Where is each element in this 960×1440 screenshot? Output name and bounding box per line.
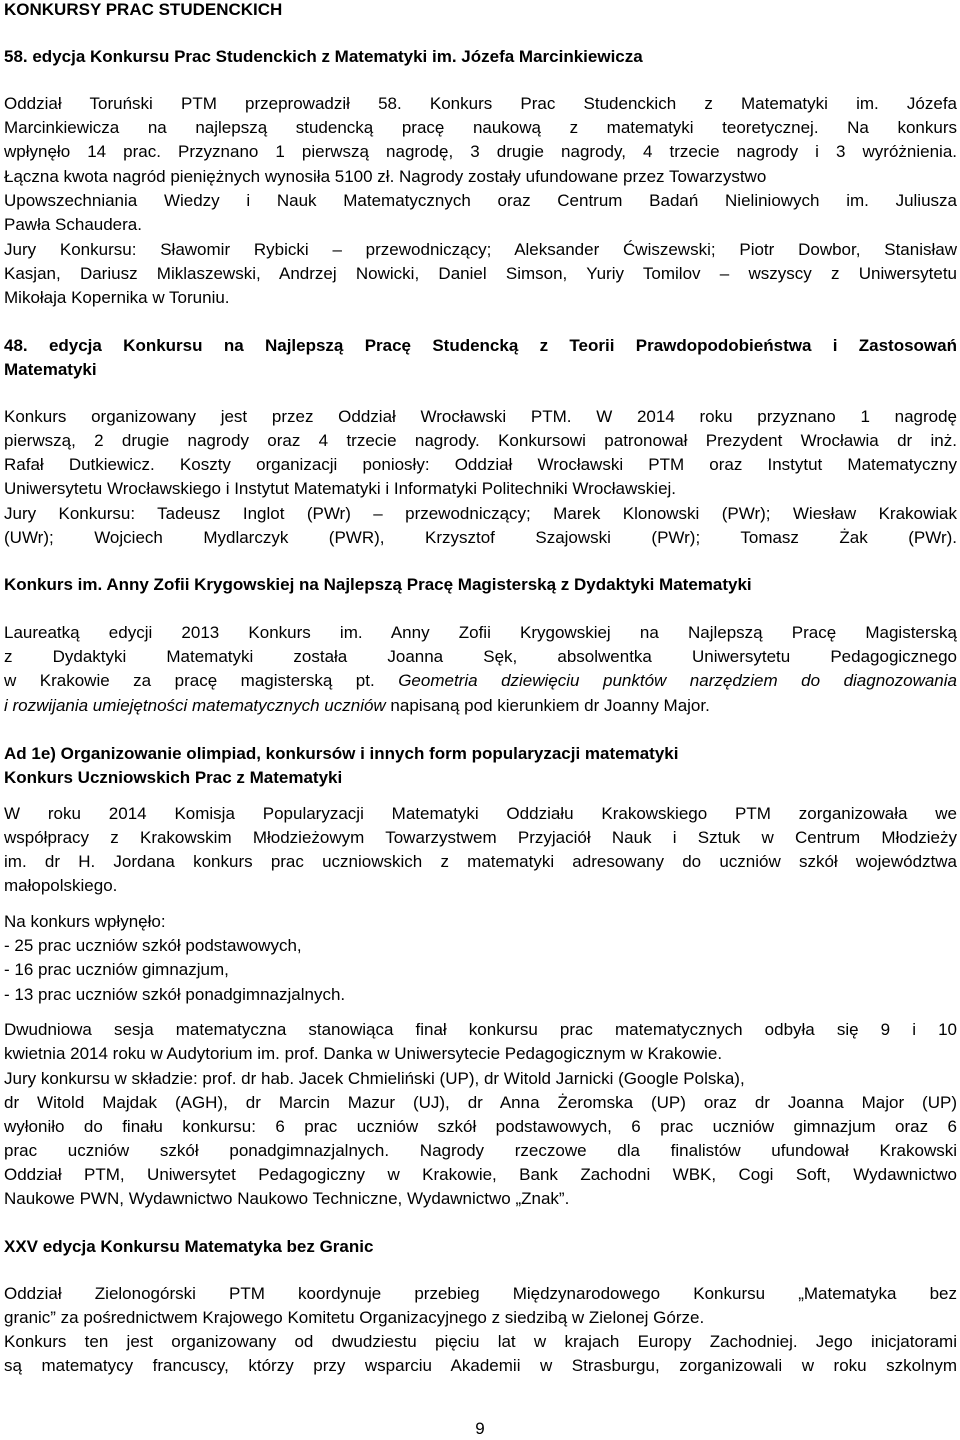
section4-line: współpracy z Krakowskim Młodzieżowym Towarzystwem Przyjaciół Nauk i Sztuk w Centrum Młodzieży <box>4 828 957 847</box>
section2-line: Rafał Dutkiewicz. Koszty organizacji poniosły: Oddział Wrocławski PTM oraz Instytut Matematyczny <box>4 455 957 474</box>
section1-line: Upowszechniania Wiedzy i Nauk Matematycznych oraz Centrum Badań Nieliniowych im. Juliusza <box>4 191 957 210</box>
section3-line <box>4 669 957 693</box>
section1-line: Oddział Toruński PTM przeprowadził 58. Konkurs Prac Studenckich z Matematyki im. Józefa <box>4 94 957 113</box>
section2-heading-cont: Matematyki <box>4 360 97 379</box>
section2-heading: 48. edycja Konkursu na Najlepszą Pracę Studencką z Teorii Prawdopodobieństwa i Zastosowań <box>4 336 957 355</box>
section5-line: Konkurs ten jest organizowany od dwudziestu pięciu lat w krajach Europy Zachodniej. Jego inicjatorami <box>4 1332 957 1351</box>
section1-line: Kasjan, Dariusz Miklaszewski, Andrzej Nowicki, Daniel Simson, Yuriy Tomilov – wszyscy z Uniwersytetu <box>4 264 957 283</box>
section1-line: Pawła Schaudera. <box>4 215 142 234</box>
section4-line: Dwudniowa sesja matematyczna stanowiąca finał konkursu prac matematycznych odbyła się 9 i 10 <box>4 1020 957 1039</box>
list-item: - 16 prac uczniów gimnazjum, <box>4 960 229 979</box>
section4-line: Oddział PTM, Uniwersytet Pedagogiczny w Krakowie, Bank Zachodni WBK, Cogi Soft, Wydawnictwo <box>4 1165 957 1184</box>
section2-line: Uniwersytetu Wrocławskiego i Instytut Matematyki i Informatyki Politechniki Wrocławskiej. <box>4 479 677 498</box>
section4-line: dr Witold Majdak (AGH), dr Marcin Mazur (UJ), dr Anna Żeromska (UP) oraz dr Joanna Major (UP) <box>4 1093 957 1112</box>
section4-subheading: Konkurs Uczniowskich Prac z Matematyki <box>4 768 343 787</box>
page-header: KONKURSY PRAC STUDENCKICH <box>4 0 283 19</box>
list-intro: Na konkurs wpłynęło: <box>4 912 166 931</box>
section4-heading: Ad 1e) Organizowanie olimpiad, konkursów i innych form popularyzacji matematyki <box>4 744 679 763</box>
section4-line: im. dr H. Jordana konkurs prac uczniowskich z matematyki adresowany do uczniów szkół województwa <box>4 852 957 871</box>
section3-text: w Krakowie za pracę magisterską pt. <box>4 671 399 690</box>
section1-heading: 58. edycja Konkursu Prac Studenckich z Matematyki im. Józefa Marcinkiewicza <box>4 47 643 66</box>
section5-heading: XXV edycja Konkursu Matematyka bez Granic <box>4 1237 374 1256</box>
section2-line: (UWr); Wojciech Mydlarczyk (PWR), Krzysztof Szajowski (PWr); Tomasz Żak (PWr). <box>4 528 957 547</box>
section5-line: są matematycy francuscy, którzy przy wsparciu Akademii w Strasburgu, zorganizowali w roku szkolnym <box>4 1356 957 1375</box>
list-item: - 13 prac uczniów szkół ponadgimnazjalnych. <box>4 985 346 1004</box>
section1-line: Łączna kwota nagród pieniężnych wynosiła 5100 zł. Nagrody zostały ufundowane przez Towarzystwo <box>4 167 767 186</box>
section4-line: wyłoniło do finału konkursu: 6 prac uczniów szkół podstawowych, 6 prac uczniów gimnazjum oraz 6 <box>4 1117 957 1136</box>
thesis-title-cont: i rozwijania umiejętności matematycznych uczniów <box>4 696 386 715</box>
section1-line: Marcinkiewicza na najlepszą studencką pracę naukową z matematyki teoretycznej. Na konkurs <box>4 118 957 137</box>
thesis-title: Geometria dziewięciu punktów narzędziem do diagnozowania <box>398 671 957 690</box>
section3-line <box>4 694 957 718</box>
section1-line: Jury Konkursu: Sławomir Rybicki – przewodniczący; Aleksander Ćwiszewski; Piotr Dowbor, Stanisław <box>4 240 957 259</box>
section1-line: wpłynęło 14 prac. Przyznano 1 pierwszą nagrodę, 3 drugie nagrody, 4 trzecie nagrody i 3 wyróżnienia. <box>4 142 957 161</box>
section2-line: Jury Konkursu: Tadeusz Inglot (PWr) – przewodniczący; Marek Klonowski (PWr); Wiesław Krakowiak <box>4 504 957 523</box>
section3-heading: Konkurs im. Anny Zofii Krygowskiej na Najlepszą Pracę Magisterską z Dydaktyki Matematyki <box>4 575 752 594</box>
section4-line: W roku 2014 Komisja Popularyzacji Matematyki Oddziału Krakowskiego PTM zorganizowała we <box>4 804 957 823</box>
section4-line: prac uczniów szkół ponadgimnazjalnych. Nagrody rzeczowe dla finalistów ufundował Krakowski <box>4 1141 957 1160</box>
section3-text: napisaną pod kierunkiem dr Joanny Major. <box>385 696 710 715</box>
section3-line: z Dydaktyki Matematyki została Joanna Sęk, absolwentka Uniwersytetu Pedagogicznego <box>4 647 957 666</box>
section4-line: małopolskiego. <box>4 876 118 895</box>
list-item: - 25 prac uczniów szkół podstawowych, <box>4 936 302 955</box>
section4-line: kwietnia 2014 roku w Audytorium im. prof. Danka w Uniwersytecie Pedagogicznym w Krakowie. <box>4 1044 723 1063</box>
section2-line: Konkurs organizowany jest przez Oddział Wrocławski PTM. W 2014 roku przyznano 1 nagrodę <box>4 407 957 426</box>
section4-line: Naukowe PWN, Wydawnictwo Naukowo Techniczne, Wydawnictwo „Znak”. <box>4 1189 570 1208</box>
section3-line: Laureatką edycji 2013 Konkurs im. Anny Zofii Krygowskiej na Najlepszą Pracę Magisterską <box>4 623 957 642</box>
section4-line: Jury konkursu w składzie: prof. dr hab. Jacek Chmieliński (UP), dr Witold Jarnicki (Google Polska), <box>4 1069 745 1088</box>
section5-line: granic” za pośrednictwem Krajowego Komitetu Organizacyjnego z siedzibą w Zielonej Górze. <box>4 1308 705 1327</box>
section1-line: Mikołaja Kopernika w Toruniu. <box>4 288 230 307</box>
section2-line: pierwszą, 2 drugie nagrody oraz 4 trzecie nagrody. Konkursowi patronował Prezydent Wrocławia dr inż. <box>4 431 957 450</box>
section5-line: Oddział Zielonogórski PTM koordynuje przebieg Międzynarodowego Konkursu „Matematyka bez <box>4 1284 957 1303</box>
page-number: 9 <box>475 1419 485 1438</box>
